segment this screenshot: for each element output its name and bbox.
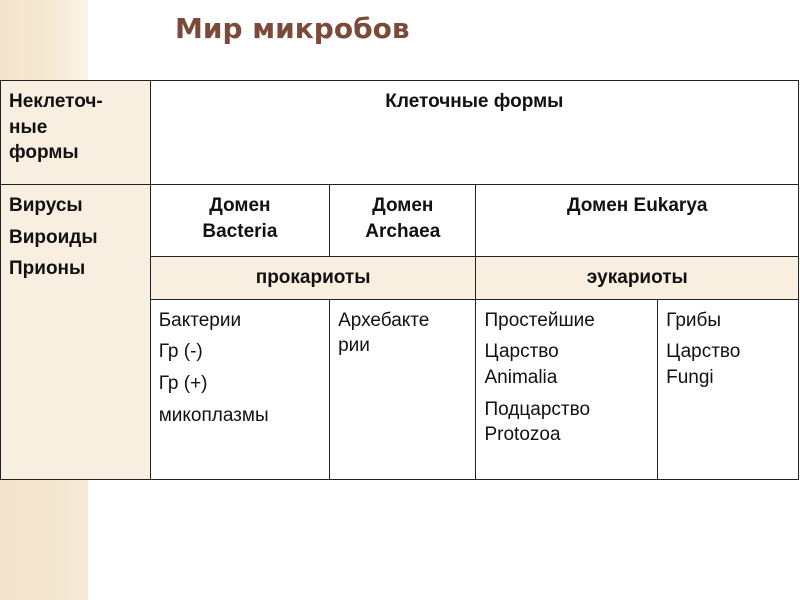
- archaea-cell: [330, 299, 476, 479]
- archaea-line: рии: [338, 335, 370, 357]
- fungi-cell: [658, 299, 799, 479]
- list-item: Простейшие: [484, 309, 595, 331]
- cellular-header-cell: [150, 81, 798, 185]
- prokaryotes-text: прокариоты: [255, 267, 371, 288]
- list-item: Бактерии: [158, 309, 242, 331]
- list-item: Прионы: [9, 258, 86, 280]
- list-item: Царство: [484, 341, 559, 363]
- list-item: микоплазмы: [158, 404, 269, 426]
- list-item: Вироиды: [9, 226, 98, 248]
- noncellular-items-cell: [1, 185, 151, 480]
- domain-bacteria-cell: [150, 185, 329, 257]
- cellular-header-text: Клеточные формы: [385, 91, 564, 112]
- bottom-background: [0, 476, 799, 600]
- list-item: Грибы: [666, 309, 722, 331]
- eukaryotes-cell: [476, 257, 799, 300]
- domain-eukarya-text: Домен Eukarya: [567, 195, 708, 216]
- domain-archaea-line: Archaea: [365, 220, 441, 242]
- eukaryotes-text: эукариоты: [586, 267, 688, 288]
- bacteria-cell: [150, 299, 329, 479]
- prokaryotes-cell: [150, 257, 476, 300]
- protists-cell: [476, 299, 658, 479]
- microbes-table: [0, 80, 799, 480]
- noncellular-header-cell: [1, 81, 151, 185]
- archaea-line: Архебакте: [338, 309, 430, 331]
- noncellular-header-line: формы: [9, 142, 79, 164]
- noncellular-header-line: Неклеточ-: [9, 91, 103, 112]
- list-item: Подцарство: [484, 398, 591, 420]
- list-item: Гр (-): [158, 341, 203, 363]
- list-item: Fungi: [666, 366, 714, 388]
- domain-bacteria-line: Bacteria: [202, 220, 278, 242]
- list-item: Гр (+): [158, 372, 208, 394]
- list-item: Царство: [666, 341, 741, 363]
- list-item: Animalia: [484, 366, 558, 388]
- domain-eukarya-cell: [476, 185, 799, 257]
- domain-bacteria-line: Домен: [209, 195, 271, 216]
- list-item: Вирусы: [9, 195, 83, 216]
- domain-archaea-cell: [330, 185, 476, 257]
- list-item: Protozoa: [484, 424, 561, 446]
- noncellular-header-line: ные: [9, 116, 48, 138]
- page-title: Мир микробов: [175, 12, 410, 45]
- domain-archaea-line: Домен: [372, 195, 434, 216]
